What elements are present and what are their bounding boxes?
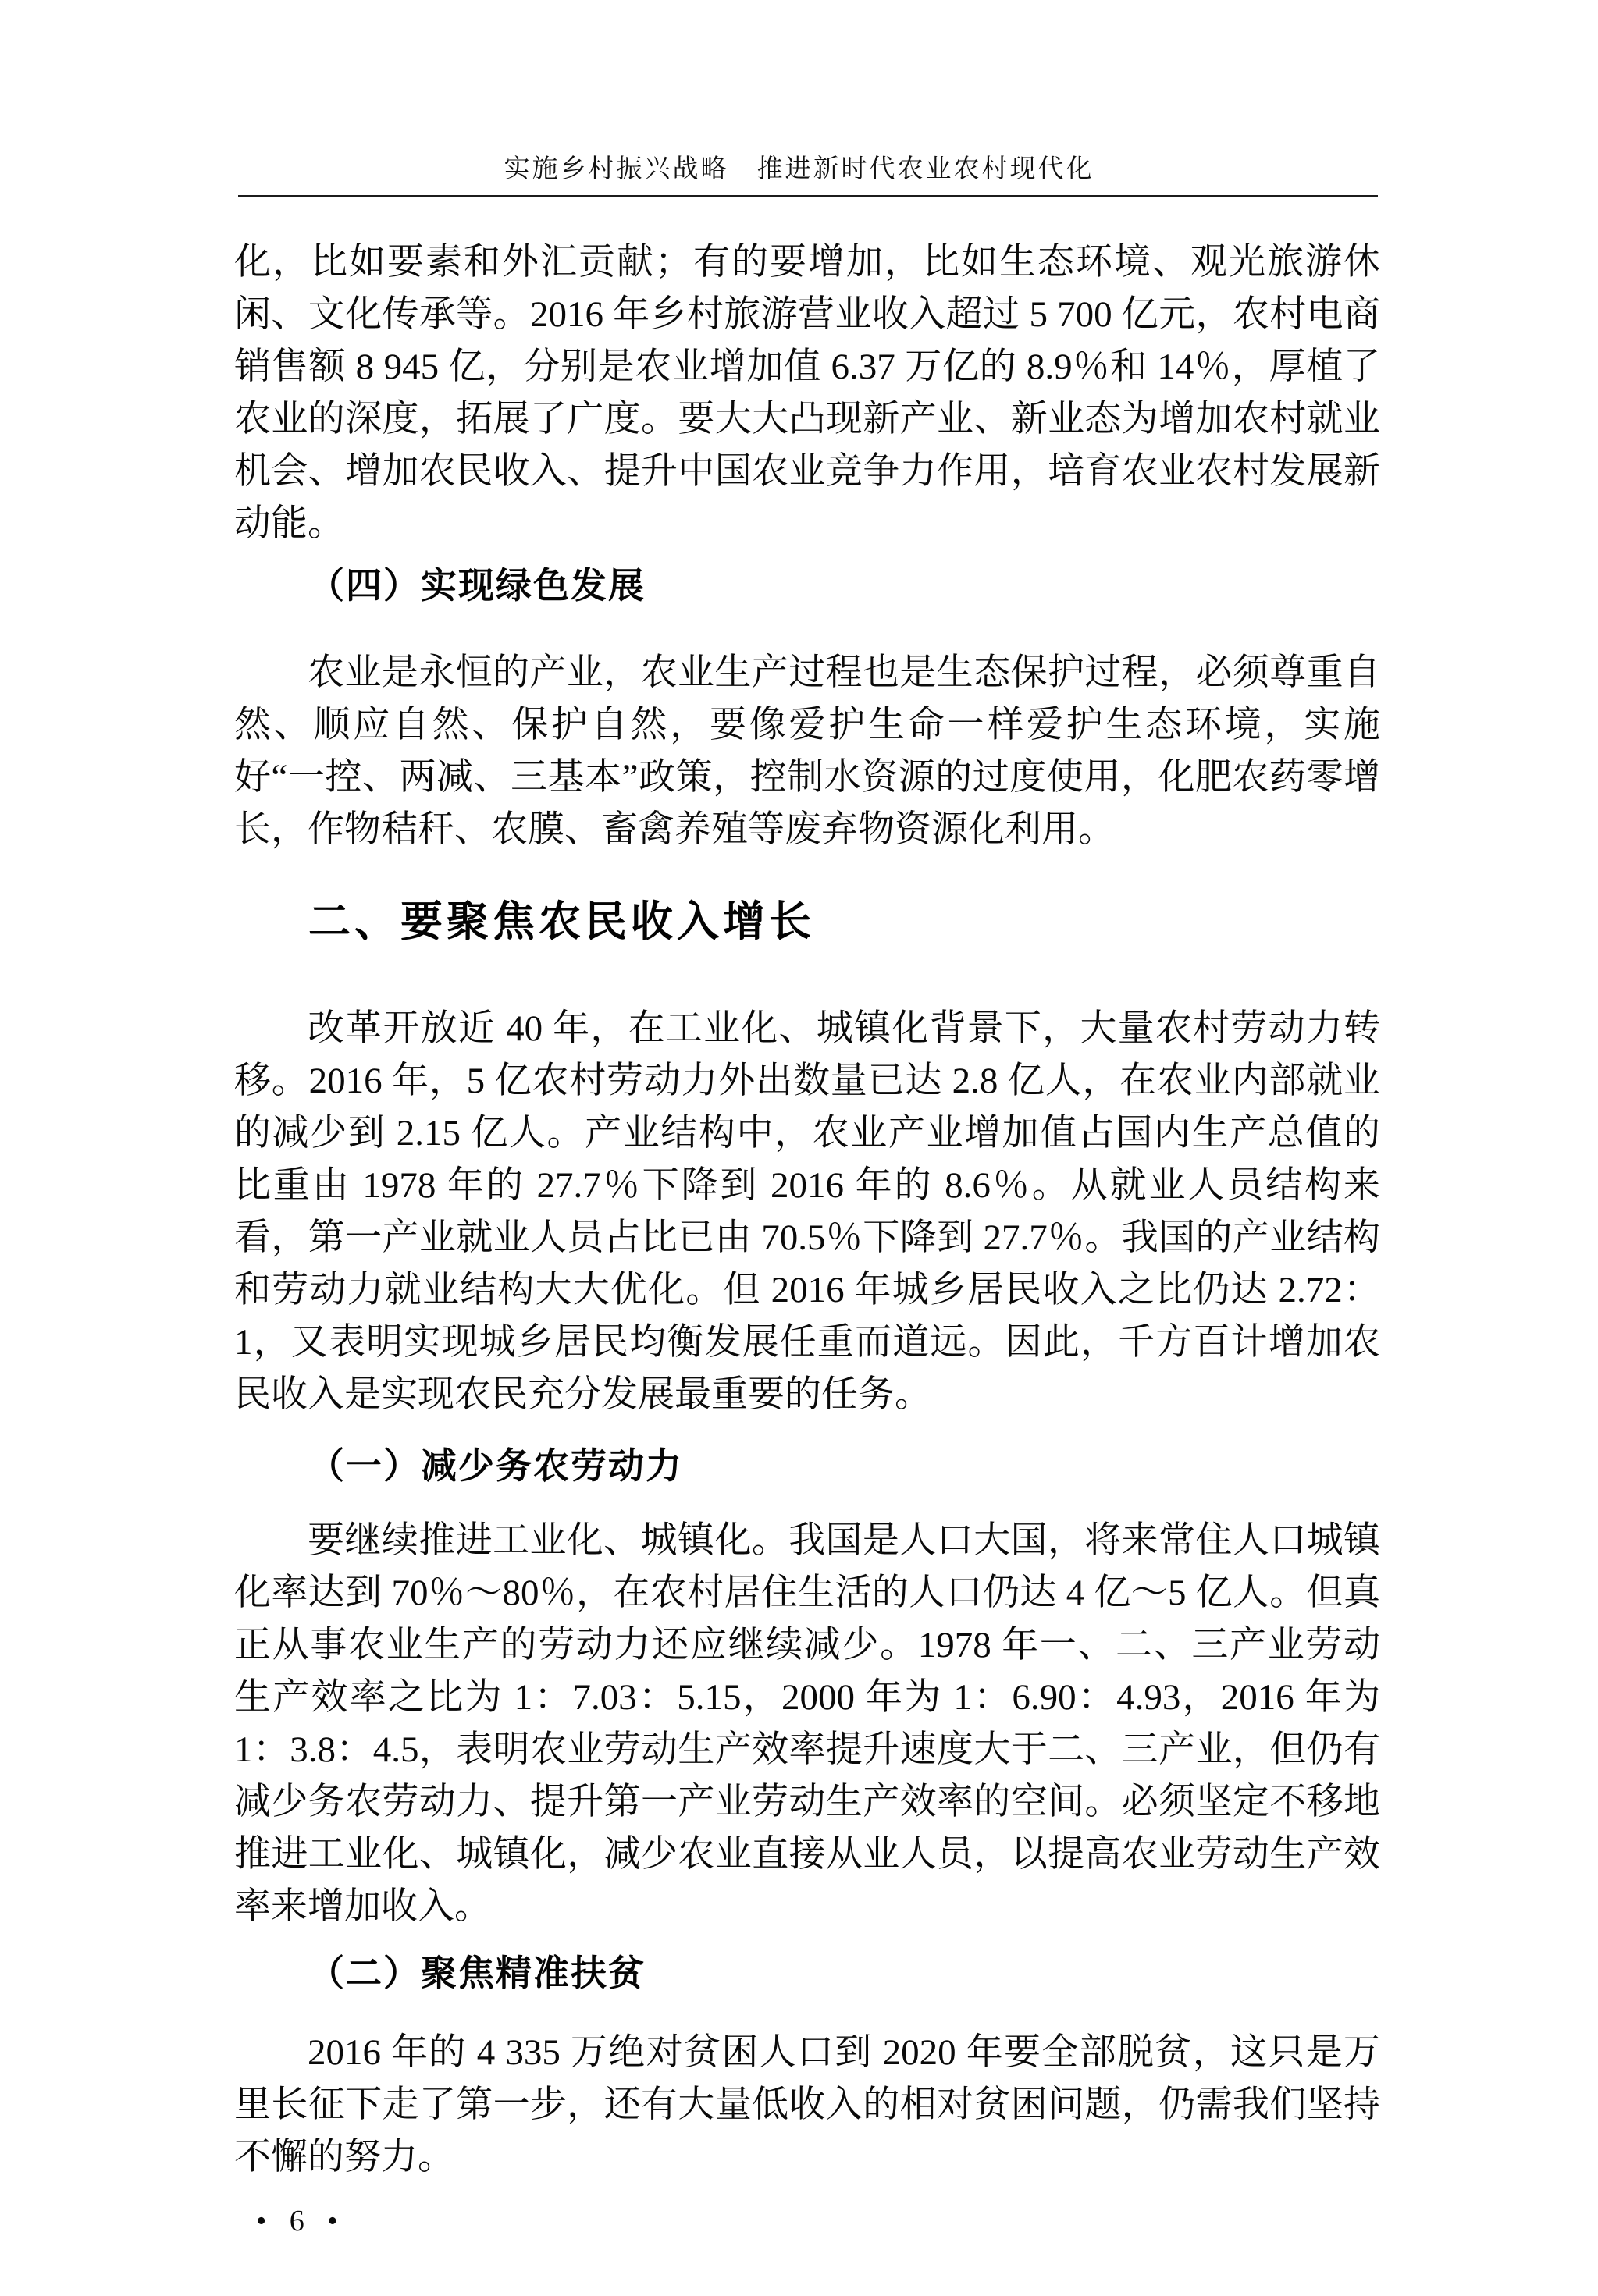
paragraph-farmer-income: 改革开放近 40 年，在工业化、城镇化背景下，大量农村劳动力转移。2016 年，5 亿农村劳动力外出数量已达 2.8 亿人，在农业内部就业的减少到 2.15 亿人。产业结构中，农业产业增加值占国内生产总值的比重由 1978 年的 27.7％下降到 2016 年的 8.6％。从就业人员结构来看，第一产业就业人员占比已由 70.5％下降到 27.7％。我国的产业结构和劳动力就业结构大大优化。但 2016 年城乡居民收入之比仍达 2.72：1，又表明实现城乡居民均衡发展任重而道远。因此，千方百计增加农民收入是实现农民充分发展最重要的任务。 [234, 1008, 1380, 1415]
paragraph-reduce-farm-labor: 要继续推进工业化、城镇化。我国是人口大国，将来常住人口城镇化率达到 70％～80％，在农村居住生活的人口仍达 4 亿～5 亿人。但真正从事农业生产的劳动力还应继续减少。1978 年一、二、三产业劳动生产效率之比为 1：7.03：5.15，2000 年为 1：6.90：4.93，2016 年为 1：3.8：4.5，表明农业劳动生产效率提升速度大于二、三产业，但仍有减少务农劳动力、提升第一产业劳动生产效率的空间。必须坚定不移地推进工业化、城镇化，减少农业直接从业人员，以提高农业劳动生产效率来增加收入。 [234, 1520, 1380, 1927]
paragraph-green-development: 农业是永恒的产业，农业生产过程也是生态保护过程，必须尊重自然、顺应自然、保护自然，要像爱护生命一样爱护生态环境，实施好“一控、两减、三基本”政策，控制水资源的过度使用，化肥农药零增长，作物秸秆、农膜、畜禽养殖等废弃物资源化利用。 [234, 652, 1380, 850]
paragraph-poverty-alleviation: 2016 年的 4 335 万绝对贫困人口到 2020 年要全部脱贫，这只是万里长征下走了第一步，还有大量低收入的相对贫困问题，仍需我们坚持不懈的努力。 [234, 2032, 1380, 2177]
chapter-heading-farmer-income: 二、要聚焦农民收入增长 [308, 898, 815, 945]
paragraph-continuation-new-industries: 化，比如要素和外汇贡献；有的要增加，比如生态环境、观光旅游休闲、文化传承等。2016 年乡村旅游营业收入超过 5 700 亿元，农村电商销售额 8 945 亿，分别是农业增加值 6.37 万亿的 8.9％和 14％，厚植了农业的深度，拓展了广度。要大大凸现新产业、新业态为增加农村就业机会、增加农民收入、提升中国农业竞争力作用，培育农业农村发展新动能。 [234, 242, 1380, 544]
page-content [234, 236, 1380, 2240]
section-heading-one-reduce-farm-labor: （一）减少务农劳动力 [308, 1445, 683, 1486]
header-rule-divider [238, 195, 1378, 197]
page-number: • 6 • [256, 2205, 346, 2237]
section-heading-four-green-development: （四）实现绿色发展 [308, 565, 646, 606]
running-header: 实施乡村振兴战略 推进新时代农业农村现代化 [504, 155, 1094, 183]
section-heading-two-targeted-poverty-alleviation: （二）聚焦精准扶贫 [308, 1953, 646, 1993]
